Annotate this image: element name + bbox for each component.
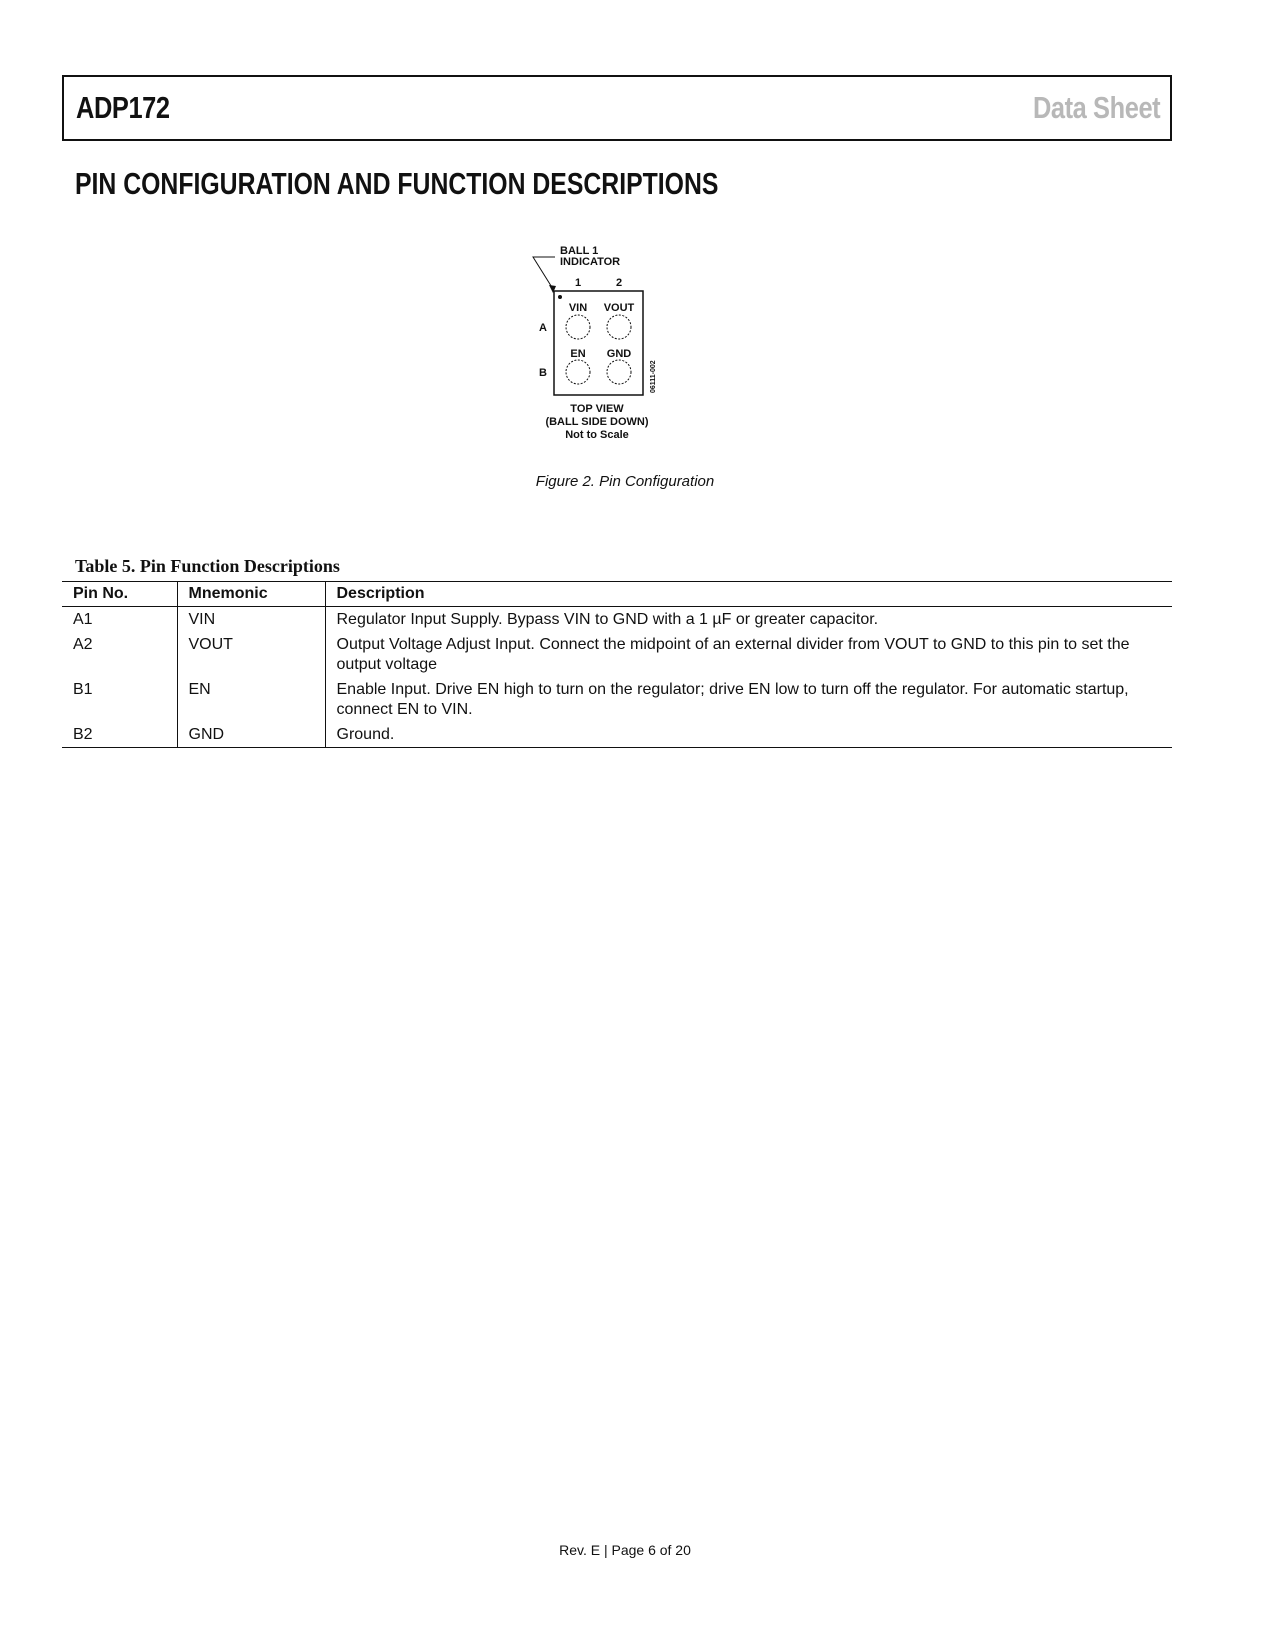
column-label-2: 2 <box>615 277 623 289</box>
pin-cell: B2 <box>73 726 93 743</box>
pin-cell: A1 <box>73 611 93 628</box>
ball-1-indicator-dot <box>558 295 562 299</box>
ball-label-vin: VIN <box>568 302 588 314</box>
view-line-3: Not to Scale <box>565 429 629 441</box>
document-id: ADP172 <box>76 90 170 125</box>
description-cell: Ground. <box>325 722 1172 748</box>
row-label-b: B <box>539 367 547 379</box>
description-cell: Enable Input. Drive EN high to turn on the regulator; drive EN low to turn off the regulator. For automatic startup, connect EN to VIN. <box>325 677 1172 722</box>
pin-cell: B1 <box>73 681 93 698</box>
description-cell: Regulator Input Supply. Bypass VIN to GND with a 1 µF or greater capacitor. <box>325 607 1172 633</box>
ball-label-gnd: GND <box>606 348 632 360</box>
header-description: Description <box>325 582 1172 607</box>
pin-function-table <box>62 581 1172 748</box>
page-footer: Rev. E | Page 6 of 20 <box>559 1542 691 1558</box>
indicator-leader-line <box>533 257 555 289</box>
row-label-a: A <box>539 322 547 334</box>
table-caption: Table 5. Pin Function Descriptions <box>75 556 340 576</box>
table-row <box>62 677 1172 722</box>
table-row <box>62 607 1172 633</box>
pin-cell: A2 <box>73 636 93 653</box>
header-pin-no: Pin No. <box>73 585 129 602</box>
indicator-label-line2: INDICATOR <box>560 256 621 268</box>
mnemonic-cell: EN <box>177 677 325 722</box>
ball-b2 <box>607 360 631 384</box>
table-row <box>62 722 1172 748</box>
table-header-row <box>62 582 1172 607</box>
indicator-arrowhead <box>549 285 556 293</box>
mnemonic-cell: VOUT <box>177 632 325 677</box>
ball-a1 <box>566 315 590 339</box>
mnemonic-cell: GND <box>177 722 325 748</box>
view-line-2: (BALL SIDE DOWN) <box>545 416 649 428</box>
ball-a2 <box>607 315 631 339</box>
ball-b1 <box>566 360 590 384</box>
table-row <box>62 632 1172 677</box>
ball-label-en: EN <box>570 348 586 360</box>
header-mnemonic: Mnemonic <box>177 582 325 607</box>
figure-caption: Figure 2. Pin Configuration <box>535 473 715 490</box>
figure-code: 06111-002 <box>650 360 657 393</box>
description-cell: Output Voltage Adjust Input. Connect the midpoint of an external divider from VOUT to GND to this pin to set the output voltage <box>325 632 1172 677</box>
ball-label-vout: VOUT <box>603 302 635 314</box>
page-header <box>62 75 1172 141</box>
column-label-1: 1 <box>574 277 582 289</box>
mnemonic-cell: VIN <box>177 607 325 633</box>
pin-configuration-diagram <box>540 245 710 470</box>
document-type: Data Sheet <box>1032 90 1160 125</box>
view-line-1: TOP VIEW <box>570 403 624 415</box>
indicator-label-line1: BALL 1 <box>560 245 599 257</box>
section-title: PIN CONFIGURATION AND FUNCTION DESCRIPTIONS <box>75 166 719 201</box>
pin-configuration-figure <box>540 245 710 470</box>
